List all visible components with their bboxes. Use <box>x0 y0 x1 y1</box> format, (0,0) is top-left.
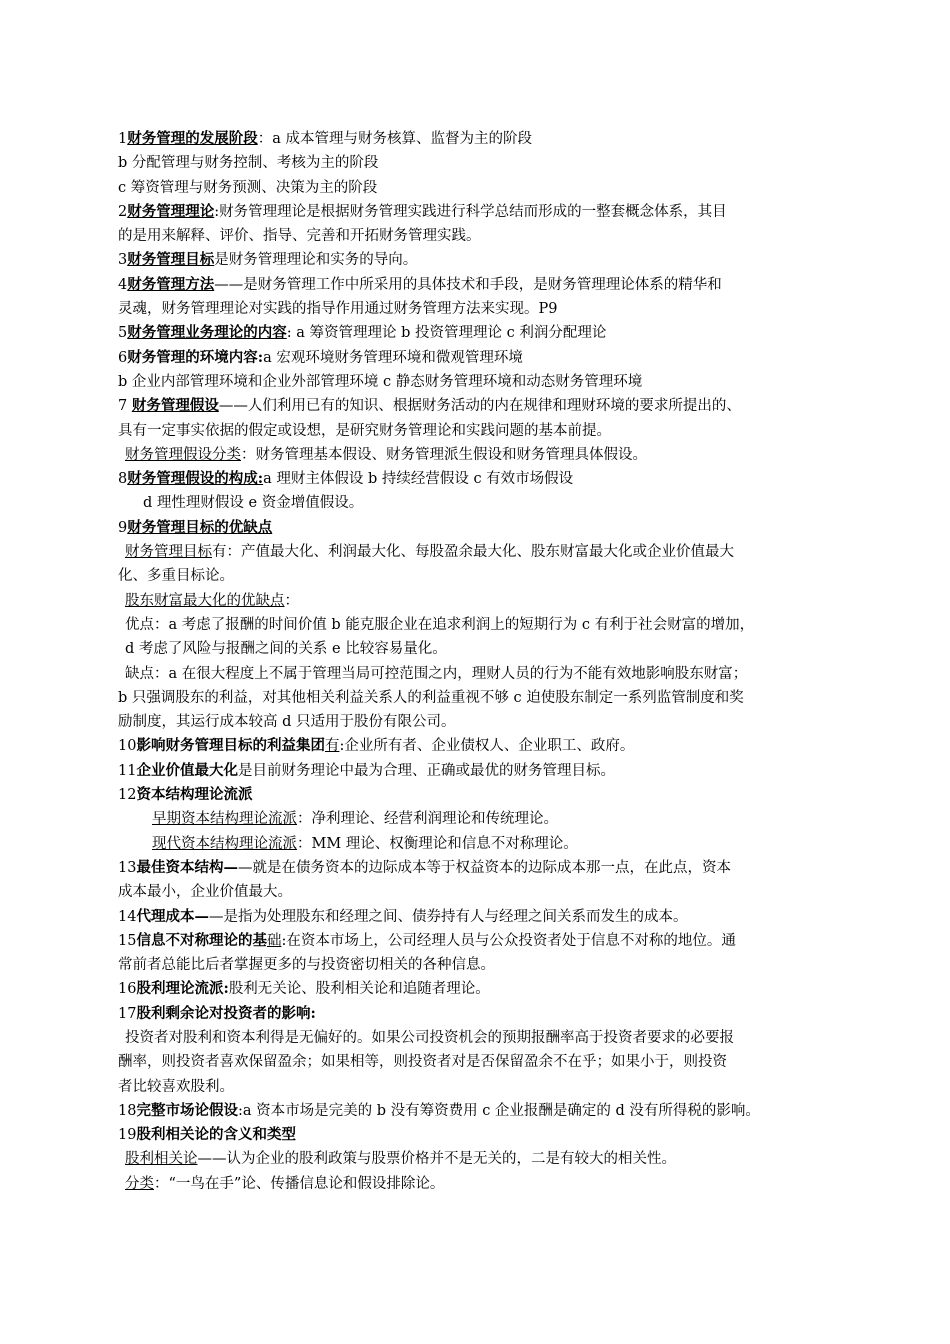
text-line: d 考虑了风险与报酬之间的关系 e 比较容易量化。 <box>125 641 447 658</box>
section-title: 财务管理目标 <box>127 251 215 269</box>
text-line: 财务管理假设分类：财务管理基本假设、财务管理派生假设和财务管理具体假设。 <box>125 446 647 463</box>
section-title: 财务管理方法 <box>127 275 215 293</box>
text-line: 的是用来解释、评价、指导、完善和开拓财务管理实践。 <box>118 228 481 245</box>
section-title: 完整市场论假设 <box>136 1101 238 1119</box>
text-line: b 企业内部管理环境和企业外部管理环境 c 静态财务管理环境和动态财务管理环境 <box>118 373 643 390</box>
text-line: 早期资本结构理论流派：净利理论、经营利润理论和传统理论。 <box>152 811 558 828</box>
document-page <box>118 127 838 1196</box>
section-title: 财务管理理论 <box>127 202 215 220</box>
section-title: 影响财务管理目标的利益集团 <box>136 737 325 755</box>
text-line: 具有一定事实依据的假定或设想，是研究财务管理论和实践问题的基本前提。 <box>118 422 611 439</box>
subheading: 分类 <box>125 1175 154 1192</box>
text-line: 16股利理论流派:股利无关论、股利相关论和追随者理论。 <box>118 980 490 998</box>
subheading: 早期资本结构理论流派 <box>152 811 297 828</box>
text-line: 15信息不对称理论的基础:在资本市场上，公司经理人员与公众投资者处于信息不对称的地位。通 <box>118 931 736 949</box>
text-line: 12资本结构理论流派 <box>118 786 253 804</box>
text-line: b 分配管理与财务控制、考核为主的阶段 <box>118 155 379 172</box>
text-line: b 只强调股东的利益，对其他相关利益关系人的利益重视不够 c 迫使股东制定一系列监管制度和奖 <box>118 689 744 706</box>
text-line: 常前者总能比后者掌握更多的与投资密切相关的各种信息。 <box>118 957 495 974</box>
text-line: 股东财富最大化的优缺点： <box>125 592 299 609</box>
section-title: 股利相关论的含义和类型 <box>136 1126 296 1144</box>
section-title: 财务管理的发展阶段 <box>127 130 258 147</box>
text-line: 14代理成本——是指为处理股东和经理之间、债券持有人与经理之间关系而发生的成本。 <box>118 907 688 925</box>
subheading: 财务管理目标 <box>125 544 212 561</box>
text-line: 财务管理目标有：产值最大化、利润最大化、每股盈余最大化、股东财富最大化或企业价值最大 <box>125 544 734 561</box>
text-line: 成本最小，企业价值最大。 <box>118 884 292 901</box>
text-line: 现代资本结构理论流派：MM 理论、权衡理论和信息不对称理论。 <box>152 835 578 852</box>
text-line: 7 财务管理假设——人们利用已有的知识、根据财务活动的内在规律和理财环境的要求所提出的、 <box>118 397 741 415</box>
text-line: 化、多重目标论。 <box>118 568 234 585</box>
text-line: 17股利剩余论对投资者的影响: <box>118 1004 316 1022</box>
text-line: 9财务管理目标的优缺点 <box>118 518 273 536</box>
section-title: 最佳资本结构— <box>136 858 238 876</box>
text-line: 投资者对股利和资本利得是无偏好的。如果公司投资机会的预期报酬率高于投资者要求的必要报 <box>125 1029 734 1046</box>
text-line: d 理性理财假设 e 资金增值假设。 <box>143 495 364 512</box>
section-title: 财务管理的环境内容: <box>127 348 264 366</box>
section-title: 财务管理目标的优缺点 <box>127 518 273 536</box>
section-title: 财务管理假设 <box>131 397 219 415</box>
text-line: 3财务管理目标是财务管理理论和实务的导向。 <box>118 251 418 269</box>
text-line: 者比较喜欢股利。 <box>118 1078 234 1095</box>
section-title: 股利剩余论对投资者的影响: <box>136 1004 316 1022</box>
text-line: 股利相关论——认为企业的股利政策与股票价格并不是无关的，二是有较大的相关性。 <box>125 1151 676 1168</box>
text-line: 11企业价值最大化是目前财务理论中最为合理、正确或最优的财务管理目标。 <box>118 761 615 779</box>
subheading: 股利相关论 <box>125 1151 198 1168</box>
section-title: 财务管理假设的构成: <box>127 470 264 488</box>
text-line: 4财务管理方法——是财务管理工作中所采用的具体技术和手段，是财务管理理论体系的精华和 <box>118 275 722 293</box>
section-title: 信息不对称理论的基 <box>136 931 267 949</box>
text-line: 缺点：a 在很大程度上不属于管理当局可控范围之内，理财人员的行为不能有效地影响股东财富； <box>125 665 748 682</box>
section-title: 财务管理业务理论的内容 <box>127 324 287 342</box>
text-line: 13最佳资本结构——就是在债务资本的边际成本等于权益资本的边际成本那一点，在此点，资本 <box>118 858 731 876</box>
section-title: 股利理论流派: <box>136 980 229 998</box>
text-line: 6财务管理的环境内容:a 宏观环境财务管理环境和微观管理环境 <box>118 348 523 366</box>
text-line: 10影响财务管理目标的利益集团有:企业所有者、企业债权人、企业职工、政府。 <box>118 737 635 755</box>
text-line: 励制度，其运行成本较高 d 只适用于股份有限公司。 <box>118 714 456 731</box>
text-line: 2财务管理理论:财务管理理论是根据财务管理实践进行科学总结而形成的一整套概念体系，其目 <box>118 202 727 220</box>
subheading: 财务管理假设分类 <box>125 446 241 463</box>
subheading: 现代资本结构理论流派 <box>152 835 297 852</box>
text-line: 18完整市场论假设:a 资本市场是完美的 b 没有筹资费用 c 企业报酬是确定的 d 没有所得税的影响。 <box>118 1101 760 1119</box>
text-line: 5财务管理业务理论的内容: a 筹资管理理论 b 投资管理理论 c 利润分配理论 <box>118 324 607 342</box>
section-title: 企业价值最大化 <box>136 761 238 779</box>
section-title: 代理成本— <box>136 907 209 925</box>
text-line: 优点：a 考虑了报酬的时间价值 b 能克服企业在追求利润上的短期行为 c 有利于社会财富的增加， <box>125 616 755 633</box>
text-line: 分类：“一鸟在手”论、传播信息论和假设排除论。 <box>125 1175 445 1192</box>
text-line: 灵魂，财务管理理论对实践的指导作用通过财务管理方法来实现。P9 <box>118 301 558 318</box>
text-line: 1财务管理的发展阶段：a 成本管理与财务核算、监督为主的阶段 <box>118 130 532 147</box>
section-title: 资本结构理论流派 <box>136 786 253 804</box>
text-line: 8财务管理假设的构成:a 理财主体假设 b 持续经营假设 c 有效市场假设 <box>118 470 574 488</box>
text-line: 酬率，则投资者喜欢保留盈余；如果相等，则投资者对是否保留盈余不在乎；如果小于，则投资 <box>118 1054 727 1071</box>
subheading: 股东财富最大化的优缺点 <box>125 592 285 609</box>
text-line: 19股利相关论的含义和类型 <box>118 1126 296 1144</box>
text-line: c 筹资管理与财务预测、决策为主的阶段 <box>118 179 378 196</box>
